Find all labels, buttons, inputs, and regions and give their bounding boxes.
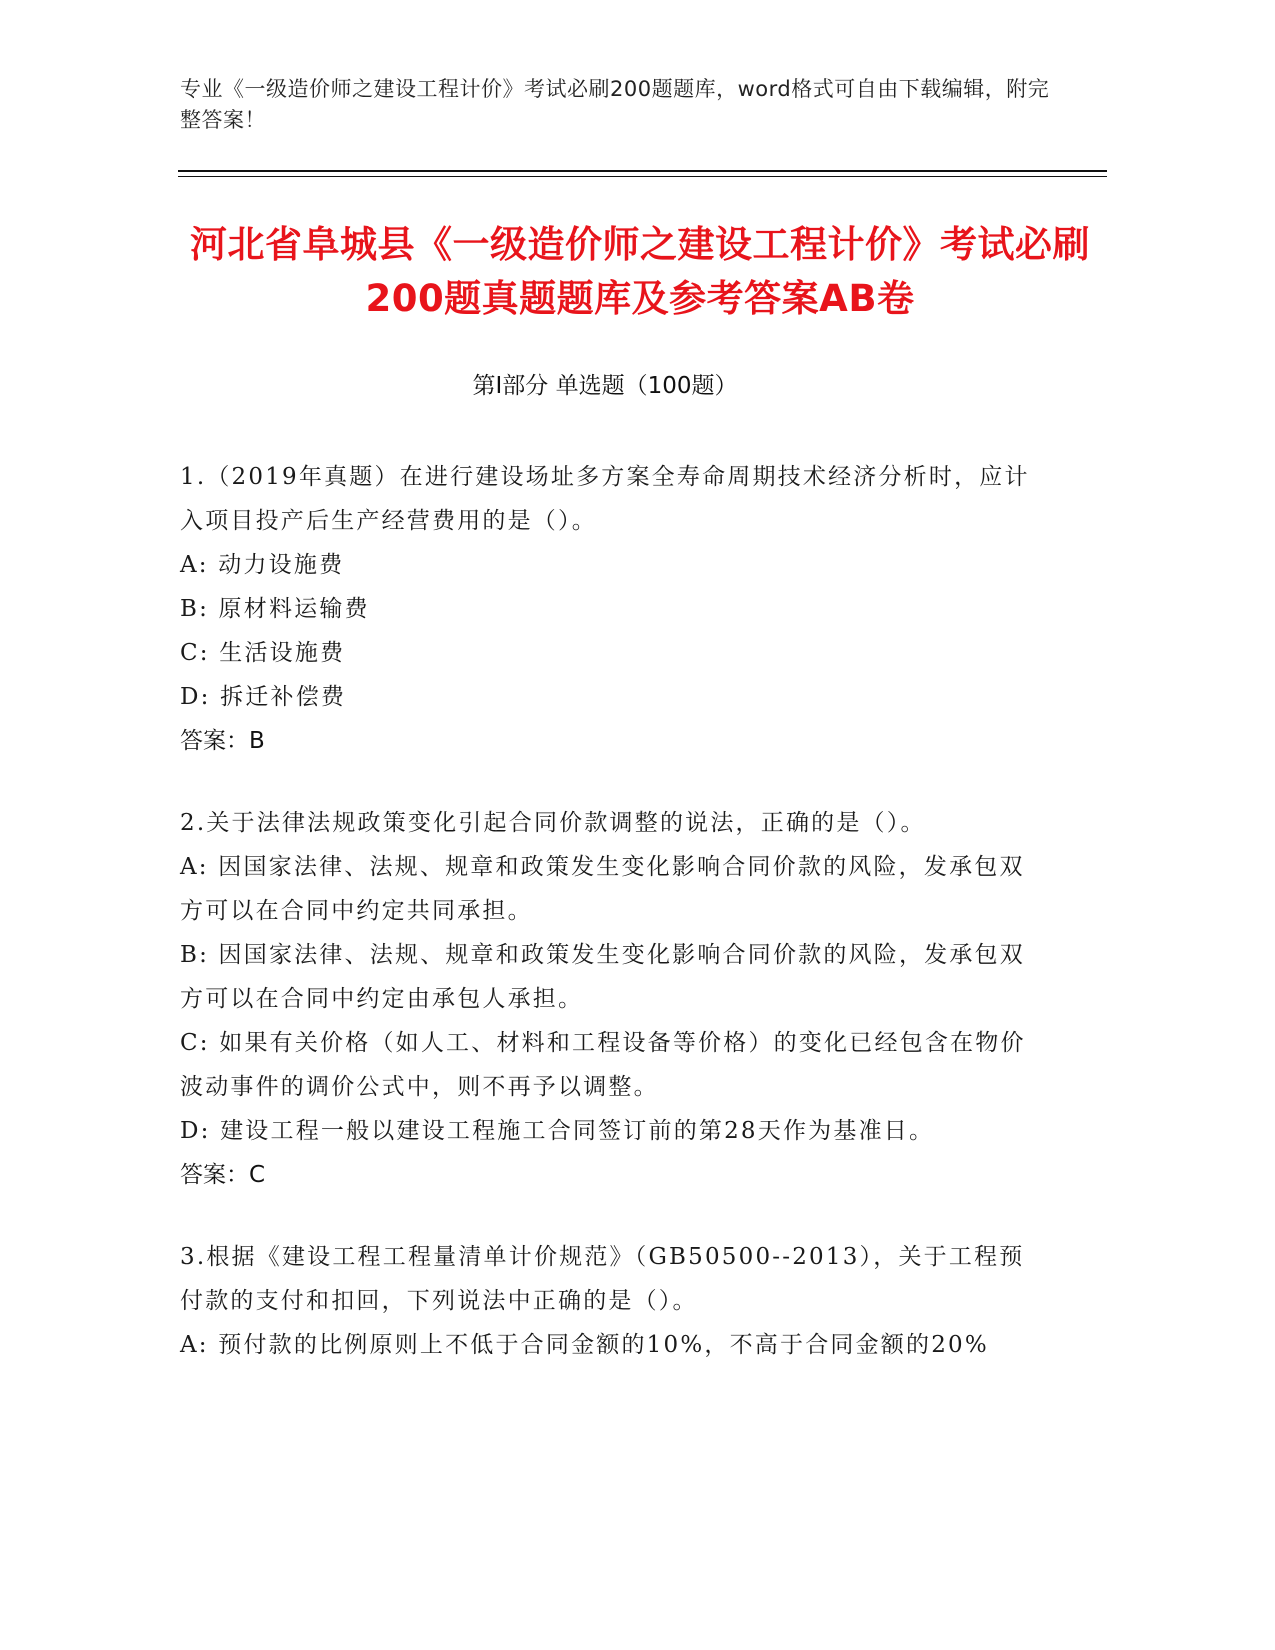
- question-1: [180, 455, 1030, 763]
- question-2: [180, 801, 1030, 1197]
- header-rule-thin: [178, 176, 1107, 177]
- answer-label: 答案：C: [180, 1162, 266, 1188]
- option-c: C: 如果有关价格（如人工、材料和工程设备等价格）的变化已经包含在物价波动事件的调价公式中，则不再予以调整。: [180, 1030, 1026, 1100]
- header-note: 专业《一级造价师之建设工程计价》考试必刷200题题库，word格式可自由下载编辑，附完整答案！: [180, 77, 1050, 132]
- section-heading: 第Ⅰ部分 单选题（100题）: [472, 373, 738, 399]
- option-a: A: 因国家法律、法规、规章和政策发生变化影响合同价款的风险，发承包双方可以在合同中约定共同承担。: [180, 854, 1025, 924]
- question-stem: 3.根据《建设工程工程量清单计价规范》（GB50500--2013），关于工程预付款的支付和扣回，下列说法中正确的是（）。: [180, 1244, 1025, 1314]
- header-rule-thick: [178, 170, 1107, 172]
- option-d: D: 拆迁补偿费: [180, 684, 347, 710]
- document-title: 河北省阜城县《一级造价师之建设工程计价》考试必刷200题真题题库及参考答案AB卷: [190, 223, 1090, 320]
- question-3: [180, 1235, 1030, 1367]
- option-a: A: 预付款的比例原则上不低于合同金额的10%，不高于合同金额的20%: [180, 1332, 989, 1358]
- option-d: D: 建设工程一般以建设工程施工合同签订前的第28天作为基准日。: [180, 1118, 935, 1144]
- option-b: B: 因国家法律、法规、规章和政策发生变化影响合同价款的风险，发承包双方可以在合同中约定由承包人承担。: [180, 942, 1025, 1012]
- option-b: B: 原材料运输费: [180, 596, 370, 622]
- question-stem: 2.关于法律法规政策变化引起合同价款调整的说法，正确的是（）。: [180, 810, 926, 836]
- option-c: C: 生活设施费: [180, 640, 346, 666]
- option-a: A: 动力设施费: [180, 552, 345, 578]
- question-stem: 1.（2019年真题）在进行建设场址多方案全寿命周期技术经济分析时，应计入项目投产后生产经营费用的是（）。: [180, 464, 1030, 534]
- answer-label: 答案：B: [180, 728, 265, 754]
- question-list: [180, 455, 1030, 1405]
